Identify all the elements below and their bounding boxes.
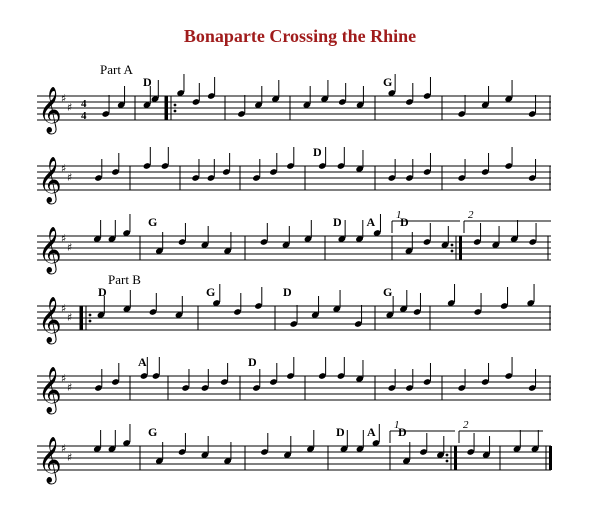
repeat-dot xyxy=(174,104,177,107)
chord-symbol: A xyxy=(367,425,376,439)
sharp-icon: ♯ xyxy=(61,232,67,245)
sharp-icon: ♯ xyxy=(67,381,73,394)
chord-symbol: G xyxy=(148,425,158,439)
sharp-icon: ♯ xyxy=(61,162,67,175)
chord-symbol: D xyxy=(98,285,107,299)
sharp-icon: ♯ xyxy=(67,311,73,324)
sharp-icon: ♯ xyxy=(67,241,73,254)
treble-clef-icon: 𝄞 xyxy=(38,87,62,133)
ending-number: 2 xyxy=(468,209,474,221)
sharp-icon: ♯ xyxy=(61,302,67,315)
sharp-icon: ♯ xyxy=(61,442,67,455)
repeat-dot xyxy=(446,454,449,457)
chord-symbol: D xyxy=(398,425,407,439)
chord-symbol: D xyxy=(283,285,292,299)
treble-clef-icon: 𝄞 xyxy=(38,227,62,273)
chord-symbol: A xyxy=(366,215,376,229)
treble-clef-icon: 𝄞 xyxy=(38,437,62,483)
chord-symbol: G xyxy=(383,75,393,89)
repeat-end-thick xyxy=(459,236,462,260)
repeat-start-thick xyxy=(80,306,83,330)
chord-symbol: D xyxy=(143,75,152,89)
final-bar-thick xyxy=(549,446,552,470)
ending-number: 1 xyxy=(394,419,400,431)
sharp-icon: ♯ xyxy=(61,92,67,105)
repeat-dot xyxy=(89,320,92,323)
ending-number: 1 xyxy=(396,209,402,221)
sharp-icon: ♯ xyxy=(61,372,67,385)
sharp-icon: ♯ xyxy=(67,171,73,184)
part-label: Part A xyxy=(100,62,133,77)
repeat-end-thick xyxy=(454,446,457,470)
repeat-dot xyxy=(174,110,177,113)
chord-symbol: D xyxy=(400,215,409,229)
repeat-dot xyxy=(451,250,454,253)
treble-clef-icon: 𝄞 xyxy=(38,157,62,203)
chord-symbol: D xyxy=(248,355,257,369)
chord-symbol: G xyxy=(383,285,393,299)
sharp-icon: ♯ xyxy=(67,101,73,114)
part-label: Part B xyxy=(108,272,141,287)
time-signature-top: 4 xyxy=(81,98,87,110)
chord-symbol: G xyxy=(206,285,216,299)
staff-system xyxy=(37,355,551,415)
ending-number: 2 xyxy=(463,419,469,431)
staff-system xyxy=(37,145,551,205)
staff-system xyxy=(37,419,552,485)
chord-symbol: A xyxy=(138,355,147,369)
sharp-icon: ♯ xyxy=(67,451,73,464)
chord-symbol: D xyxy=(333,215,342,229)
tune-title: Bonaparte Crossing the Rhine xyxy=(183,26,417,46)
chord-symbol: D xyxy=(313,145,322,159)
staff-system xyxy=(37,74,551,135)
time-signature-bottom: 4 xyxy=(81,110,87,122)
repeat-start-thick xyxy=(165,96,168,120)
repeat-dot xyxy=(446,460,449,463)
repeat-dot xyxy=(451,244,454,247)
chord-symbol: D xyxy=(336,425,345,439)
staff-system xyxy=(37,209,551,275)
staff-system xyxy=(37,284,551,345)
repeat-dot xyxy=(89,314,92,317)
chord-symbol: G xyxy=(148,215,158,229)
treble-clef-icon: 𝄞 xyxy=(38,367,62,413)
treble-clef-icon: 𝄞 xyxy=(38,297,62,343)
